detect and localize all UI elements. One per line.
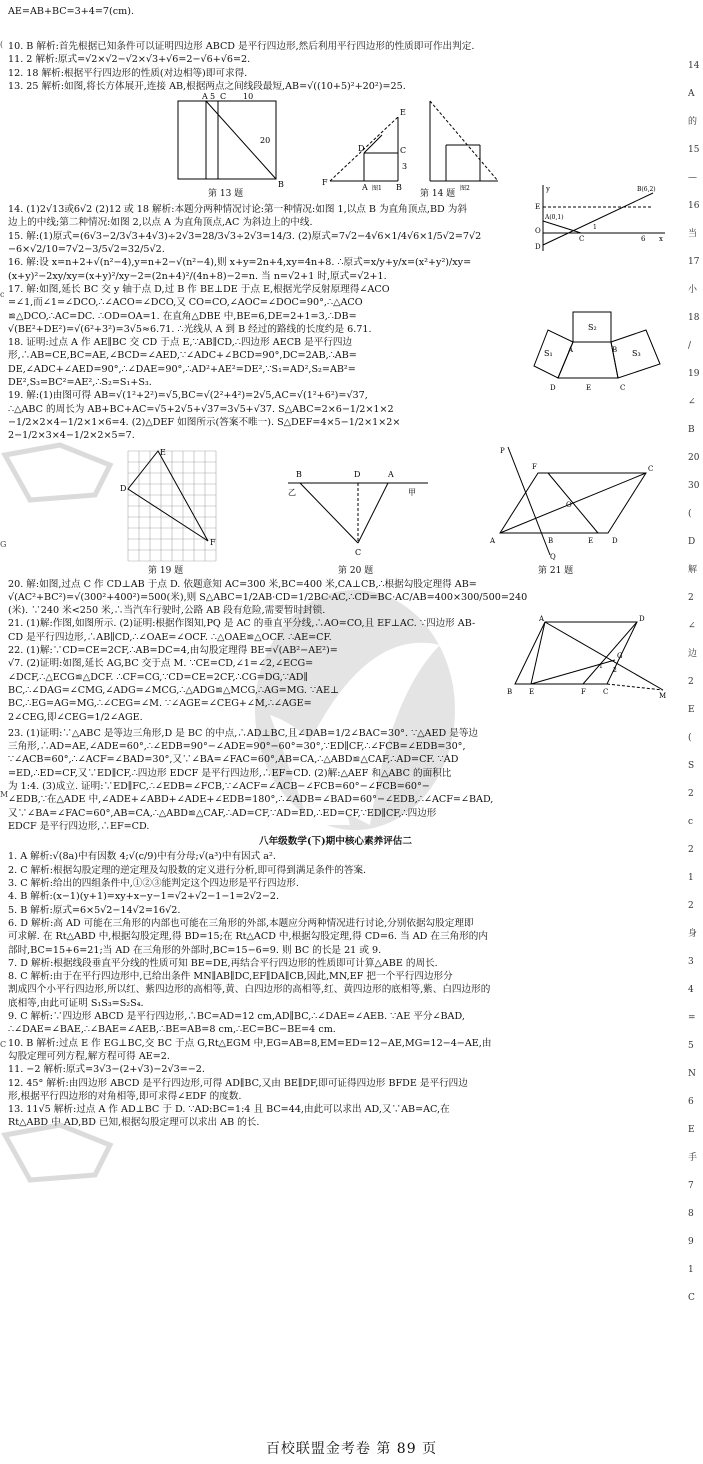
edge-fragment: N	[688, 1069, 696, 1079]
fig14-label: 图2	[460, 185, 470, 193]
fig20-label: 甲	[408, 487, 416, 497]
edge-fragment: (	[688, 733, 692, 743]
answer-line: 22. (1)解:∵CD=CE=2CF,∴AB=DC=4,由勾股定理得 BE=√(AB²−AE²)=	[8, 645, 338, 657]
edge-fragment: 2	[688, 901, 694, 911]
top-line: AE=AB+BC=3+4=7(cm).	[8, 6, 134, 17]
edge-fragment: /	[688, 341, 692, 351]
answer-line: 23. (1)证明:∵△ABC 是等边三角形,D 是 BC 的中点,∴AD⊥BC,且∠DAB=1/2∠BAC=30°. ∵△AED 是等边	[8, 727, 479, 739]
fig22-label: A	[539, 614, 545, 623]
fig17-label: B(6,2)	[637, 185, 656, 193]
answer-line: ∵∠ACB=60°,∴∠ACF=∠BAD=30°,又∵∠BA=∠FAC=60°,AB=CA,∴△ABD≌△CAF,∴AD=CF. ∵AD	[8, 754, 459, 766]
fig20-label: D	[354, 469, 361, 479]
fig21-label: B	[548, 536, 554, 545]
answer-line: √(AC²+BC²)=√(300²+400²)=500(米),则 S△ABC=1/2AB·CD=1/2BC·AC,∴CD=BC·AC/AB=400×300/500=240	[8, 591, 528, 603]
answer-line: ∴∠DAE=∠BAE,∴∠BAE=∠AEB,∴BE=AB=8 cm,∴EC=BC−BE=4 cm.	[8, 1024, 336, 1036]
edge-fragment: E	[688, 705, 695, 715]
fig14-label: 图1	[372, 185, 382, 193]
answer-line: 9. C 解析:∵四边形 ABCD 是平行四边形,∴BC=AD=12 cm,AD∥BC,∴∠DAE=∠AEB. ∵AE 平分∠BAD,	[8, 1011, 465, 1023]
answer-line: 21. (1)解:作图,如图所示. (2)证明:根据作图知,PQ 是 AC 的垂直平分线,∴AO=CO,且 EF⊥AC. ∵四边形 AB-	[8, 618, 476, 630]
edge-fragment: 16	[688, 201, 700, 211]
answer-line: 16. 解:设 x=n+2+√(n²−4),y=n+2−√(n²−4),则 x+y=2n+4,xy=4n+8. ∴原式=x/y+y/x=(x²+y²)/xy=	[8, 257, 472, 269]
fig22-label: 1	[599, 662, 603, 670]
edge-fragment: 2	[688, 789, 694, 799]
answer-line: 2−1/2×3×4−1/2×2×5=7.	[8, 430, 135, 442]
answer-line: 20. 解:如图,过点 C 作 CD⊥AB 于点 D. 依题意知 AC=300 米,BC=400 米,CA⊥CB,∴根据勾股定理得 AB=	[8, 578, 477, 590]
fig17-label: 1	[593, 223, 597, 231]
answer-line: √(BE²+DE²)=√(6²+3²)=3√5≈6.71. ∴光线从 A 到 B 经过的路线的长度约是 6.71.	[8, 323, 372, 335]
edge-fragment: ∠	[688, 397, 696, 407]
edge-fragment: (	[0, 40, 4, 49]
fig14-label: A	[362, 183, 368, 193]
fig14-label: B	[396, 183, 402, 193]
fig21-label: O	[566, 500, 572, 509]
edge-fragment: ∠	[688, 621, 696, 631]
fig21-label: A	[490, 536, 496, 545]
edge-fragment: 17	[688, 257, 700, 267]
edge-fragment: 解	[688, 565, 698, 575]
figure-17	[533, 183, 668, 253]
fig18-label: E	[586, 383, 592, 392]
fig19-label: D	[120, 483, 127, 493]
fig21-label: D	[612, 536, 618, 545]
answer-line: ≌△DCO,∴AC=DC. ∴OD=OA=1. 在直角△DBE 中,BE=6,DE=2+1=3,∴DB=	[8, 310, 357, 322]
fig13-label: 10	[243, 93, 254, 102]
fig21-label: Q	[550, 552, 556, 561]
answer-line: Rt△ABD 中 AD,BD 已知,根据勾股定理可以求出 AB 的长.	[8, 1117, 260, 1129]
answer-line: 8. C 解析:由于在平行四边形中,已给出条件 MN∥AB∥DC,EF∥DA∥CB,因此,MN,EF 把一个平行四边形分	[8, 971, 453, 983]
edge-fragment: 6	[688, 1097, 694, 1107]
edge-fragment: 的	[688, 117, 698, 127]
answer-line: 又∵∠BA=∠FAC=60°,AB=CA,∴△ABD≌△CAF,∴AD=CF,∵AD=ED,∴ED=CF,∵ED∥CF,∴四边形	[8, 807, 437, 819]
answer-line: (米). ∵240 米<250 米,∴当汽车行驶时,公路 AB 段有危险,需要暂时封锁.	[8, 605, 326, 617]
answer-line: 10. B 解析:首先根据已知条件可以证明四边形 ABCD 是平行四边形,然后利用平行四边形的性质即可作出判定.	[8, 41, 475, 52]
fig18-label: S₂	[588, 322, 597, 332]
fig17-label: 6	[641, 234, 646, 243]
fig13-label: B	[278, 180, 284, 190]
fig13-label: 20	[260, 136, 271, 146]
answer-line: 11. −2 解析:原式=3√3−(2+√3)−2√3=−2.	[8, 1064, 205, 1076]
answer-line: 6. D 解析:高 AD 可能在三角形的内部也可能在三角形的外部,本题应分两种情况进行讨论,分别依据勾股定理即	[8, 917, 474, 929]
answer-line: 5. B 解析:原式=6×5√2−14√2=16√2.	[8, 904, 181, 916]
edge-fragment: A	[688, 89, 695, 99]
edge-fragment: 8	[688, 1209, 694, 1219]
answer-line: CD 是平行四边形,∴AB∥CD,∴∠OAE=∠OCF. ∴△OAE≌△OCF. ∴AE=CF.	[8, 631, 332, 643]
edge-fragment: c	[688, 817, 694, 827]
answer-line: 勾股定理可列方程,解方程可得 AE=2.	[8, 1050, 170, 1062]
right-edge-fragments	[688, 60, 703, 1320]
fig20-label: B	[296, 469, 302, 479]
answer-line: DE²,S₃=BC²=AE²,∴S₂=S₁+S₃.	[8, 377, 152, 389]
fig22-label: G	[617, 651, 623, 660]
edge-fragment: D	[688, 537, 696, 547]
answer-line: =∠1,而∠1=∠DCO,∴∠ACO=∠DCO,又 CO=CO,∠AOC=∠DOC=90°,∴△ACO	[8, 297, 363, 309]
fig21-caption: 第 21 题	[538, 565, 574, 576]
answer-line: 12. 18 解析:根据平行四边形的性质(对边相等)即可求得.	[8, 67, 248, 79]
edge-fragment: 2	[688, 845, 694, 855]
fig14-label: C	[400, 146, 407, 156]
answer-line: 2. C 解析:根据勾股定理的逆定理及勾股数的定义进行分析,即可得到满足条件的答案.	[8, 864, 367, 876]
fig13-caption: 第 13 题	[208, 189, 244, 200]
edge-fragment: 3	[688, 957, 694, 967]
edge-fragment: c	[0, 290, 5, 299]
figures-19-21	[8, 443, 663, 578]
edge-fragment: 1	[688, 873, 694, 883]
fig19-caption: 第 19 题	[148, 565, 184, 576]
fig18-label: S₃	[632, 348, 641, 358]
answer-line: 形,∴AB=CE,BC=AE,∠BCD=∠AED,∵∠ADC+∠BCD=90°,DC=2AB,∴AB=	[8, 350, 357, 362]
edge-fragment: —	[688, 173, 697, 183]
answer-line: 11. 2 解析:原式=√2×√2−√2×√3+√6=2−√6+√6=2.	[8, 54, 251, 66]
edge-fragment: 5	[688, 1041, 694, 1051]
answer-line: −1/2×2×4−1/2×1×6=4. (2)△DEF 如图所示(答案不唯一). S△DEF=4×5−1/2×1×2×	[8, 416, 401, 428]
fig14-label: E	[400, 108, 406, 118]
edge-fragment: 14	[688, 61, 700, 71]
figure-18	[528, 308, 668, 398]
edge-fragment: E	[688, 1125, 695, 1135]
edge-fragment: 15	[688, 145, 700, 155]
answer-column	[8, 40, 667, 1130]
edge-fragment: 20	[688, 453, 700, 463]
answer-line: 为 1:4. (3)成立. 证明:∵ED∥FC,∴∠EDB=∠FCB,∵∠ACF=∠ACB−∠FCB=60°−∠FCB=60°−	[8, 780, 430, 792]
answer-line: BC,∴∠DAG=∠CMG,∠ADG=∠MCG,∴△ADG≌△MCG,∴AG=MG. ∵AE⊥	[8, 684, 340, 696]
edge-fragment: C	[0, 1040, 7, 1049]
edge-fragment: 手	[688, 1153, 698, 1163]
answer-line: ∠DCF,∴△ECG≌△DCF. ∴CF=CG,∵CD=CE=2CF,∴CG=DG,∵AD∥	[8, 671, 308, 683]
page-footer: 百校联盟金考卷 第 89 页	[265, 1441, 438, 1457]
edge-fragment: =	[688, 1013, 696, 1023]
figure-19	[118, 445, 228, 563]
answer-line: 17. 解:如图,延长 BC 交 y 轴于点 D,过 B 作 BE⊥DE 于点 E,根据光学反射原理得∠ACO	[8, 283, 390, 295]
edge-fragment: C	[688, 1293, 695, 1303]
section-title: 八年级数学(下)期中核心素养评估二	[259, 836, 412, 848]
answer-line: 13. 11√5 解析:过点 A 作 AD⊥BC 于 D. ∵AD:BC=1:4 且 BC=44,由此可以求出 AD,又∵AB=AC,在	[8, 1104, 450, 1116]
fig14-label: F	[322, 178, 328, 188]
answer-line: 割成四个小平行四边形,所以红、紫四边形的高相等,黄、白四边形的高相等,红、黄四边形的底相等,紫、白四边形的	[8, 984, 491, 996]
answer-line: 2∠CEG,即∠CEG=1/2∠AGE.	[8, 711, 143, 723]
edge-fragment: 18	[688, 313, 700, 323]
edge-fragment: B	[688, 425, 695, 435]
fig20-label: 乙	[288, 487, 296, 497]
left-edge-fragments	[0, 40, 8, 1290]
fig19-label: F	[210, 537, 216, 547]
answer-line: √7. (2)证明:如图,延长 AG,BC 交于点 M. ∵CE=CD,∠1=∠2,∠ECG=	[8, 658, 314, 670]
stamp-mark	[0, 1120, 120, 1190]
answer-line: DE,∠ADC+∠AED=90°,∴∠DAE=90°,∴AD²+AE²=DE²,∵S₁=AD²,S₂=AB²=	[8, 363, 356, 375]
edge-fragment: 30	[688, 481, 700, 491]
fig17-label: C	[579, 234, 585, 243]
answer-line: 7. D 解析:根据线段垂直平分线的性质可知 BE=DE,再结合平行四边形的性质即可计算△ABE 的周长.	[8, 957, 438, 969]
answer-line: −6×√2/10=7√2−3/5√2=32/5√2.	[8, 244, 165, 256]
figure-14	[320, 93, 520, 193]
edge-fragment: 小	[688, 285, 698, 295]
fig20-label: C	[355, 547, 362, 557]
fig19-label: E	[160, 447, 166, 457]
fig22-label: F	[581, 687, 586, 696]
edge-fragment: M	[0, 790, 9, 799]
fig21-label: F	[532, 462, 537, 471]
answer-line: ∠EDB,∵在△ADE 中,∠ADE+∠ABD+∠ADE+∠EDB=180°,∴∠ADB=∠BAD=60°−∠EDB,∴∠ACF=∠BAD,	[8, 794, 494, 806]
answer-line: 部时,BC=15+6=21;当 AD 在三角形的外部时,BC=15−6=9. 则 BC 的长是 21 或 9.	[8, 944, 382, 956]
answer-line: EDCF 是平行四边形,∴EF=CD.	[8, 820, 150, 832]
answer-line: 1. A 解析:√(8a)中有因数 4;√(c/9)中有分母;√(a³)中有因式 a².	[8, 851, 276, 863]
fig14-label: 3	[402, 162, 408, 172]
fig13-label: C	[220, 93, 227, 102]
fig18-label: B	[612, 345, 618, 354]
fig21-label: E	[588, 536, 594, 545]
answer-line: 13. 25 解析:如图,将长方体展开,连接 AB,根据两点之间线段最短,AB=√((10+5)²+20²)=25.	[8, 80, 406, 92]
figure-21	[488, 443, 658, 561]
edge-fragment: 2	[688, 677, 694, 687]
fig22-label: 2	[613, 666, 617, 674]
edge-fragment: 身	[688, 929, 698, 939]
edge-fragment: 边	[688, 649, 698, 659]
edge-fragment: 1	[688, 1265, 694, 1275]
answer-line: =ED,∴ED=CF,又∵ED∥CF,∴四边形 EDCF 是平行四边形,∴EF=CD. (2)解:△AEF 和△ABC 的面积比	[8, 767, 452, 779]
fig18-label: C	[620, 383, 626, 392]
edge-fragment: (	[688, 509, 692, 519]
answer-line: 10. B 解析:过点 E 作 EG⊥BC,交 BC 于点 G,Rt△EGM 中,EG=AB=8,EM=ED=12−AE,MG=12−4−AE,由	[8, 1037, 492, 1049]
edge-fragment: G	[0, 540, 7, 549]
edge-fragment: 9	[688, 1237, 694, 1247]
answer-line: 14. (1)2√13或6√2 (2)12 或 18 解析:本题分两种情况讨论:第一种情况:如图 1,以点 B 为直角顶点,BD 为斜	[8, 204, 467, 216]
fig22-label: C	[603, 687, 609, 696]
fig17-label: A(0,1)	[545, 213, 564, 221]
fig21-label: C	[648, 464, 654, 473]
figure-20	[278, 463, 438, 558]
answer-line: 4. B 解析:(x−1)(y+1)=xy+x−y−1=√2+√2−1−1=2√2−2.	[8, 891, 280, 903]
fig22-label: D	[639, 614, 645, 623]
answer-line: 可求解. 在 Rt△ABD 中,根据勾股定理,得 BD=15;在 Rt△ACD 中,根据勾股定理,得 CD=6. 当 AD 在三角形的内	[8, 931, 488, 943]
figure-13	[168, 93, 288, 193]
fig22-label: B	[507, 687, 513, 696]
fig21-label: P	[500, 446, 505, 455]
edge-fragment: 2	[688, 593, 694, 603]
fig22-label: M	[659, 691, 667, 699]
fig14-label: D	[358, 144, 365, 154]
fig17-label: y	[546, 184, 550, 193]
fig13-label: A	[202, 93, 208, 102]
answer-line: 19. 解:(1)由图可得 AB=√(1²+2²)=√5,BC=√(2²+4²)=2√5,AC=√(1²+6²)=√37,	[8, 390, 368, 402]
answer-line: BC,∴EG=AG=MG,∴∠CEG=∠M. ∵∠AGE=∠CEG+∠M,∴∠AGE=	[8, 698, 312, 710]
edge-fragment: 4	[688, 985, 694, 995]
answer-line: 形,根据平行四边形的对角相等,即可求得∠EDF 的度数.	[8, 1090, 242, 1102]
answer-line: 边上的中线;第二种情况:如图 2,以点 A 为直角顶点,AC 为斜边上的中线.	[8, 217, 313, 229]
figure-22	[503, 614, 668, 699]
fig18-label: D	[550, 383, 556, 392]
answer-line: 18. 证明:过点 A 作 AE∥BC 交 CD 于点 E,∵AB∥CD,∴四边形 AECB 是平行四边	[8, 337, 353, 349]
fig22-label: E	[529, 687, 535, 696]
answer-line: 三角形,∴AD=AE,∠ADE=60°,∴∠EDB=90°−∠ADE=90°−60°=30°,∵ED∥CF,∴∠FCB=∠EDB=30°,	[8, 741, 466, 753]
edge-fragment: S	[688, 761, 695, 771]
edge-fragment: 当	[688, 229, 698, 239]
fig17-label: D	[535, 242, 541, 251]
edge-fragment: 19	[688, 369, 700, 379]
fig18-label: A	[568, 345, 574, 354]
fig17-label: E	[535, 202, 541, 211]
fig20-caption: 第 20 题	[338, 565, 374, 576]
answer-line: (x+y)²−2xy/xy=(x+y)²/xy−2=(2n+4)²/(4n+8)−2=n. 当 n=√2+1 时,原式=√2+1.	[8, 270, 387, 282]
fig20-label: A	[388, 469, 394, 479]
answer-line: 15. 解:(1)原式=(6√3−2/3√3+4√3)÷2√3=28/3√3÷2√3=14/3. (2)原式=7√2−4√6×1/4√6×1/5√2=7√2	[8, 230, 482, 242]
fig17-label: O	[535, 226, 541, 235]
fig14-caption: 第 14 题	[420, 189, 456, 200]
fig17-label: x	[659, 234, 663, 243]
edge-fragment: 7	[688, 1181, 694, 1191]
answer-line: 底相等,由此可证明 S₁S₃=S₂S₄.	[8, 997, 144, 1009]
fig18-label: S₁	[544, 348, 553, 358]
answer-line: ∴△ABC 的周长为 AB+BC+AC=√5+2√5+√37=3√5+√37. S△ABC=2×6−1/2×1×2	[8, 403, 394, 415]
fig13-label: 5	[210, 93, 216, 102]
answer-line: 12. 45° 解析:由四边形 ABCD 是平行四边形,可得 AD∥BC,又由 BE∥DF,即可证得四边形 BFDE 是平行四边	[8, 1077, 468, 1089]
answer-line: 3. C 解析:给出的四组条件中,①②③能判定这个四边形是平行四边形.	[8, 878, 299, 890]
